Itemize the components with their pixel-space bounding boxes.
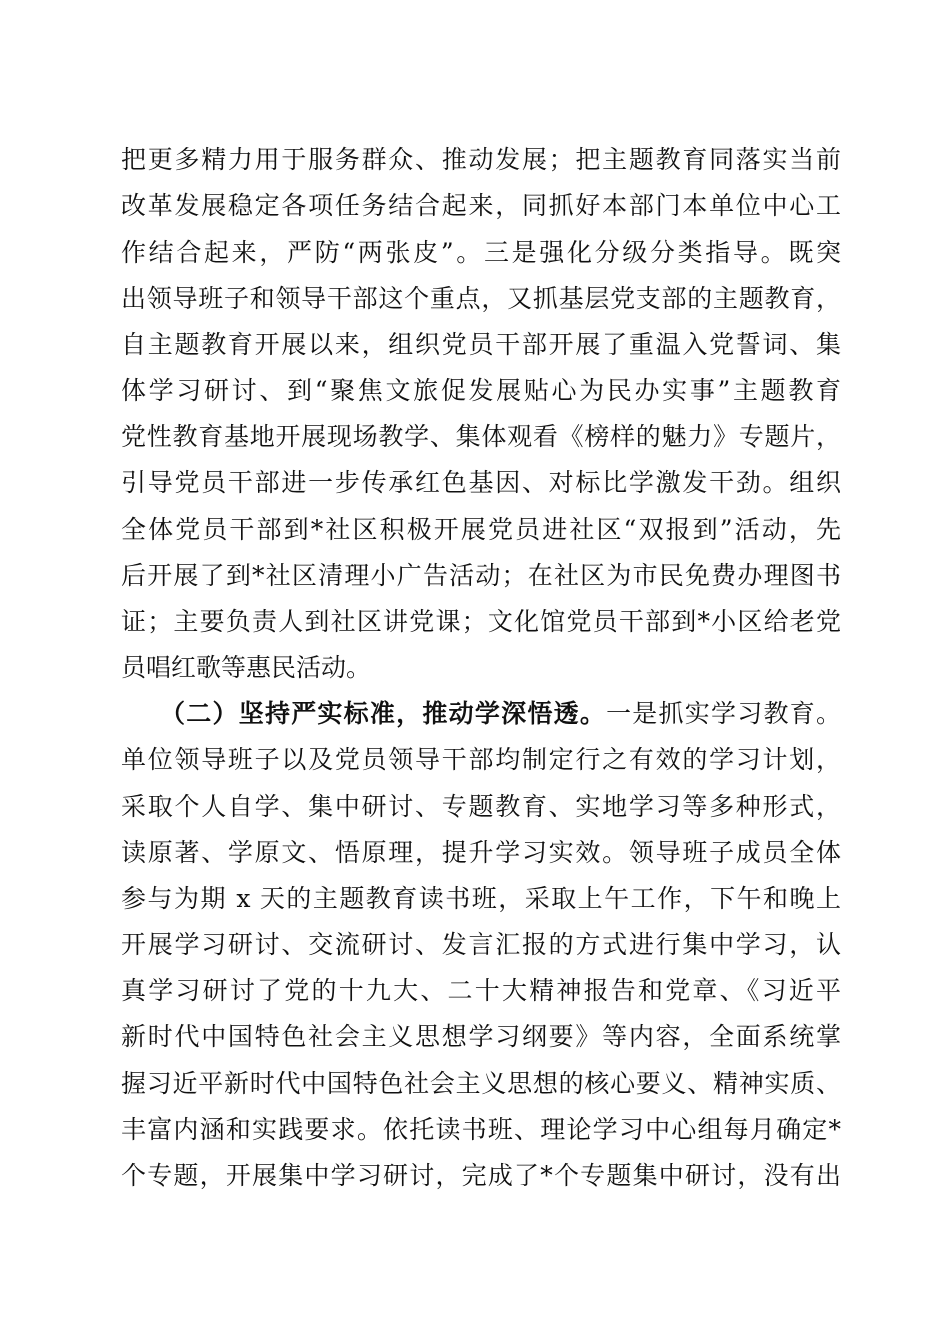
section-heading-line	[160, 691, 841, 737]
text-line: 员唱红歌等惠民活动。	[121, 653, 372, 682]
text-line: 参与为期 x 天的主题教育读书班，采取上午工作，下午和晚上	[121, 884, 841, 913]
text-line: 个专题，开展集中学习研讨，完成了*个专题集中研讨，没有出	[121, 1161, 841, 1190]
text-line: 真学习研讨了党的十九大、二十大精神报告和党章、《习近平	[121, 976, 841, 1005]
text-line: 采取个人自学、集中研讨、专题教育、实地学习等多种形式，	[121, 792, 841, 821]
text-line: 党性教育基地开展现场教学、集体观看《榜样的魅力》专题片，	[121, 422, 841, 451]
text-line: 作结合起来，严防“两张皮”。三是强化分级分类指导。既突	[121, 238, 841, 267]
text-line: 把更多精力用于服务群众、推动发展；把主题教育同落实当前	[121, 145, 841, 174]
section-heading: （二）坚持严实标准，推动学深悟透。	[160, 699, 607, 728]
text-line: 开展学习研讨、交流研讨、发言汇报的方式进行集中学习，认	[121, 930, 841, 959]
text-line: 改革发展稳定各项任务结合起来，同抓好本部门本单位中心工	[121, 191, 841, 220]
text-line: 证；主要负责人到社区讲党课；文化馆党员干部到*小区给老党	[121, 607, 841, 636]
text-line: 引导党员干部进一步传承红色基因、对标比学激发干劲。组织	[121, 468, 841, 497]
text-line: 全体党员干部到*社区积极开展党员进社区“双报到”活动，先	[121, 515, 841, 544]
text-line: 读原著、学原文、悟原理，提升学习实效。领导班子成员全体	[121, 838, 841, 867]
text-line: 后开展了到*社区清理小广告活动；在社区为市民免费办理图书	[121, 561, 841, 590]
text-line: 体学习研讨、到“聚焦文旅促发展贴心为民办实事”主题教育	[121, 376, 841, 405]
text-line: 丰富内涵和实践要求。依托读书班、理论学习中心组每月确定*	[121, 1115, 841, 1144]
text-line: 出领导班子和领导干部这个重点，又抓基层党支部的主题教育，	[121, 284, 841, 313]
text-span: 一是抓实学习教育。	[606, 699, 841, 728]
text-line: 单位领导班子以及党员领导干部均制定行之有效的学习计划，	[121, 745, 841, 774]
text-line: 自主题教育开展以来，组织党员干部开展了重温入党誓词、集	[121, 330, 841, 359]
text-line: 新时代中国特色社会主义思想学习纲要》等内容，全面系统掌	[121, 1022, 841, 1051]
text-line: 握习近平新时代中国特色社会主义思想的核心要义、精神实质、	[121, 1069, 841, 1098]
